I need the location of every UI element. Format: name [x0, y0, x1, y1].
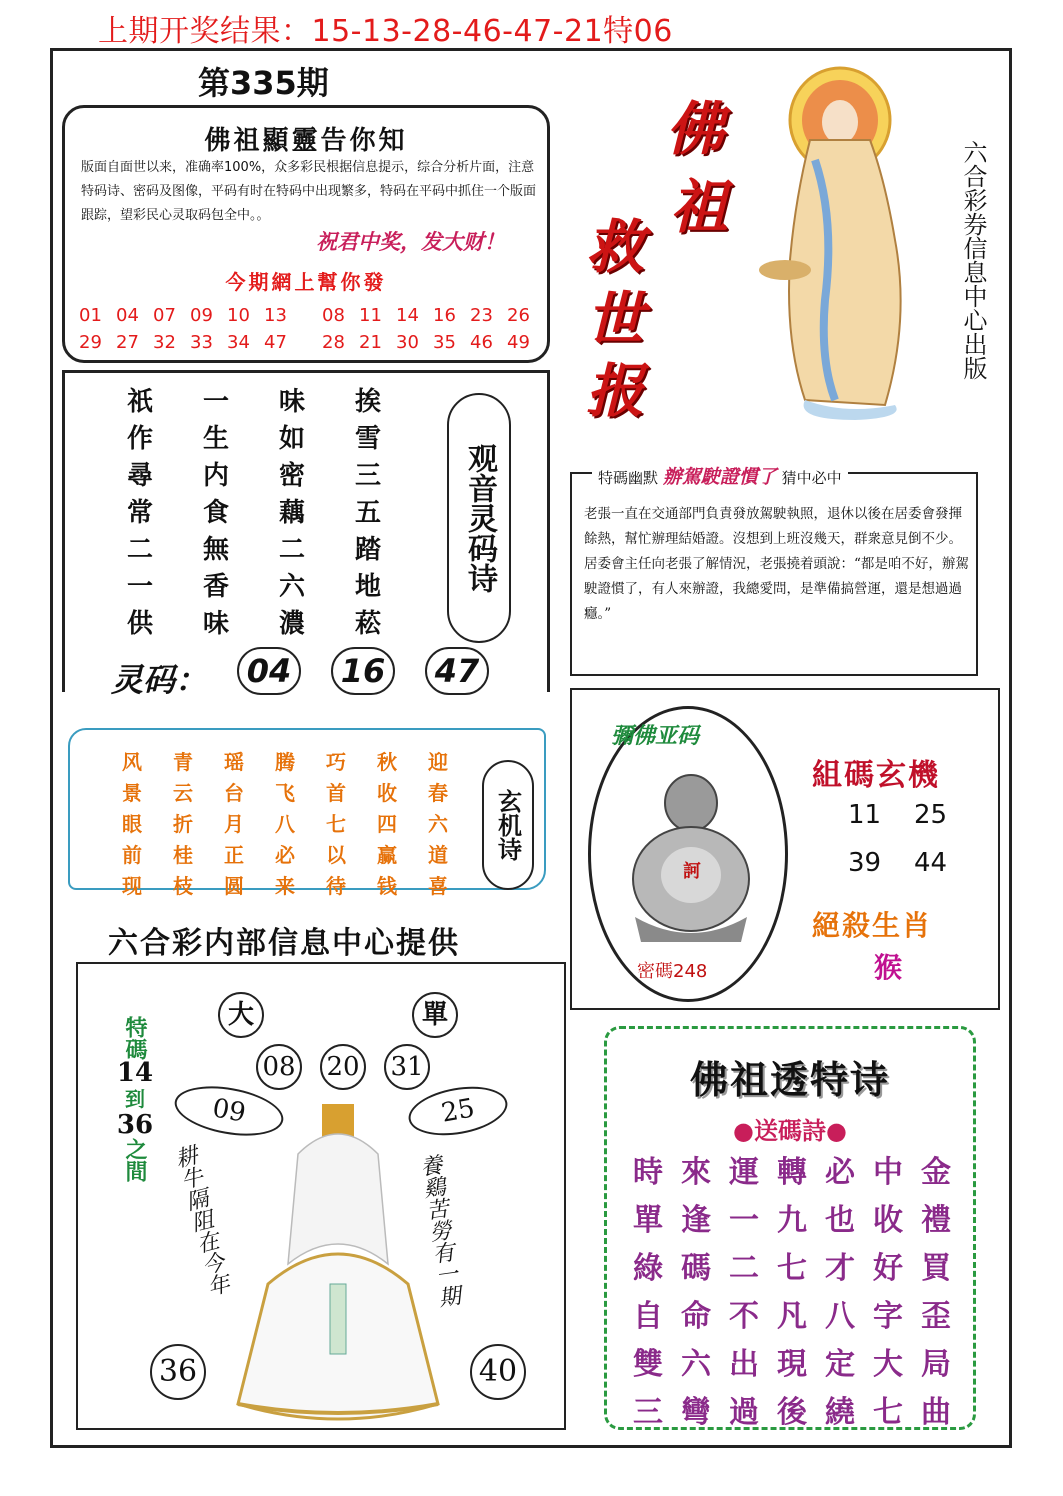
poem-char: 歪: [921, 1299, 951, 1334]
number-badge: 20: [320, 1044, 366, 1090]
poem-char: 收: [873, 1203, 903, 1238]
joke-header-right: 猜中必中: [781, 469, 842, 487]
poem-char: 三: [355, 461, 382, 491]
xuanji-char: 瑶: [224, 750, 244, 774]
xuanji-char: 景: [122, 781, 142, 805]
poem-char: 自: [633, 1299, 663, 1334]
poem-char: 七: [777, 1251, 807, 1286]
special-poem-subtitle: ●送碼詩●: [733, 1117, 847, 1145]
xuanji-char: 钱: [377, 874, 397, 898]
special-code-box: [76, 962, 566, 1430]
poem-label: 观音灵码诗: [447, 393, 511, 643]
poem-char: 密: [279, 461, 306, 491]
xuanji-char: 赢: [377, 843, 397, 867]
combo-number: 25: [914, 800, 948, 830]
poem-char: 金: [921, 1155, 951, 1190]
poem-char: 藕: [279, 498, 306, 528]
corner-number: 40: [470, 1344, 526, 1400]
poem-char: 運: [729, 1155, 759, 1190]
xuanji-char: 喜: [428, 874, 448, 898]
poem-char: 單: [633, 1203, 663, 1238]
poem-char: 命: [681, 1299, 711, 1334]
poem-char: 逢: [681, 1203, 711, 1238]
xuanji-char: 必: [275, 843, 295, 867]
lingma-number: 04: [237, 647, 301, 695]
number: 32: [153, 332, 176, 353]
xuanji-char: 收: [377, 781, 397, 805]
poem-char: 祇: [127, 387, 154, 417]
xuanji-char: 枝: [173, 874, 193, 898]
web-help-title: 今期網上幫你發: [225, 270, 387, 294]
poem-char: 時: [633, 1155, 663, 1190]
publisher-text: 六合彩券信息中心出版: [959, 140, 987, 380]
number: 09: [190, 305, 213, 326]
number-badge: 09: [171, 1079, 287, 1143]
xuanji-poem-box: [68, 728, 546, 898]
poem-char: 二: [279, 535, 306, 565]
joke-highlight: 辦駕駛證慣了: [662, 466, 777, 488]
poem-char: 必: [825, 1155, 855, 1190]
poem-char: 買: [921, 1251, 951, 1286]
range-to-label: 到: [125, 1087, 145, 1111]
poem-char: 不: [729, 1299, 759, 1334]
number: 01: [79, 305, 102, 326]
poem-char: 也: [825, 1203, 855, 1238]
title-char: 世: [586, 285, 645, 353]
range-between-label: 之間: [122, 1138, 148, 1182]
poem-char: 中: [873, 1155, 903, 1190]
xuanji-char: 巧: [326, 750, 346, 774]
special-poem-title: 佛祖透特诗: [689, 1057, 890, 1102]
lingma-label: 灵码：: [111, 661, 208, 699]
special-poem-box: [604, 1026, 976, 1430]
poem-char: 常: [127, 498, 154, 528]
verse-left: 耕牛隔阻在今年: [169, 1143, 232, 1299]
number: 16: [433, 305, 456, 326]
number: 26: [507, 305, 530, 326]
poem-char: 五: [355, 498, 382, 528]
buddha-name: 訶: [683, 861, 701, 882]
poem-char: 才: [825, 1251, 855, 1286]
xuanji-char: 风: [122, 750, 142, 774]
poem-char: 無: [203, 535, 230, 565]
xuanji-char: 正: [224, 843, 244, 867]
number: 04: [116, 305, 139, 326]
poem-char: 現: [777, 1347, 807, 1382]
number: 49: [507, 332, 530, 353]
poem-char: 菘: [355, 609, 382, 639]
number: 30: [396, 332, 419, 353]
poem-char: 濃: [279, 609, 306, 639]
poem-char: 味: [279, 387, 306, 417]
notice-body: 版面自面世以来，准确率100%，众多彩民根据信息提示，综合分析片面，注意特码诗、密码及图像，平码有时在特码中出现繁多，特码在平码中抓住一个版面跟踪，望彩民心灵取码包全中。。: [81, 160, 537, 223]
poem-char: 六: [279, 572, 306, 602]
poem-char: 凡: [777, 1299, 807, 1334]
number: 10: [227, 305, 250, 326]
special-poem-grid: [633, 1155, 969, 1431]
xuanji-char: 腾: [275, 750, 295, 774]
poem-char: 一: [729, 1203, 759, 1238]
number-badge: 31: [384, 1044, 430, 1090]
kill-zodiac: 猴: [874, 951, 903, 984]
combo-number: 44: [914, 848, 948, 878]
poem-char: 雪: [355, 424, 382, 454]
xuanji-char: 以: [326, 843, 346, 867]
number: 07: [153, 305, 176, 326]
xuanji-char: 月: [224, 812, 244, 836]
poem-char: 雙: [633, 1347, 663, 1382]
poem-char: 彎: [681, 1395, 711, 1430]
poem-char: 供: [127, 609, 154, 639]
number: 14: [396, 305, 419, 326]
guanyin-standing-image: [735, 60, 950, 420]
xuanji-char: 六: [428, 812, 448, 836]
guanyin-poem-box: [62, 370, 550, 699]
number: 21: [359, 332, 382, 353]
title-char: 佛: [666, 95, 725, 163]
number: 29: [79, 332, 102, 353]
poem-char: 味: [203, 609, 230, 639]
title-char: 救: [586, 213, 645, 281]
number: 47: [264, 332, 287, 353]
poem-char: 尋: [127, 461, 154, 491]
poem-char: 曲: [921, 1395, 951, 1430]
number: 46: [470, 332, 493, 353]
poem-char: 定: [825, 1347, 855, 1382]
poem-char: 繞: [825, 1395, 855, 1430]
poem-char: 字: [873, 1299, 903, 1334]
xuanji-char: 云: [173, 781, 193, 805]
buddha-box: [570, 688, 1000, 1010]
poem-char: 轉: [777, 1155, 807, 1190]
xuanji-char: 桂: [173, 843, 193, 867]
poem-char: 作: [127, 424, 154, 454]
issue-number: 第335期: [198, 64, 329, 102]
poem-char: 食: [203, 498, 230, 528]
wish-text: 祝君中奖，发大财！: [316, 230, 505, 254]
poem-char: 綠: [633, 1251, 663, 1286]
xuanji-char: 八: [275, 812, 295, 836]
single-badge: 單: [412, 992, 458, 1038]
poem-char: 禮: [921, 1203, 951, 1238]
xuanji-char: 前: [122, 843, 142, 867]
combo-number: 11: [848, 800, 882, 830]
number-grid-left: [79, 305, 301, 353]
poem-char: 挨: [355, 387, 382, 417]
poem-char: 局: [921, 1347, 951, 1382]
big-badge: 大: [218, 992, 264, 1038]
verse-right: 養鷄苦勞有一期: [415, 1152, 462, 1309]
number: 28: [322, 332, 345, 353]
xuanji-char: 折: [173, 812, 193, 836]
number-badge: 08: [256, 1044, 302, 1090]
xuanji-char: 七: [326, 812, 346, 836]
xuanji-char: 圆: [224, 874, 244, 898]
poem-char: 後: [777, 1395, 807, 1430]
joke-text: 老張一直在交通部門負責發放駕駛執照，退休以後在居委會發揮餘熱，幫忙辦理結婚證。沒想到上班沒幾天，群衆意見倒不少。居委會主任向老張了解情況，老張撓着頭說：“都是咱不好，辦駕駛證慣了，有人來辦證，我總愛問，是準備搞營運，還是想過過癮。”: [584, 506, 969, 622]
joke-box: [570, 472, 978, 676]
poem-char: 九: [777, 1203, 807, 1238]
poem-char: 二: [127, 535, 154, 565]
number: 23: [470, 305, 493, 326]
poem-char: 生: [203, 424, 230, 454]
number: 33: [190, 332, 213, 353]
poem-char: 地: [355, 572, 382, 602]
secret-code: 密碼248: [637, 961, 708, 982]
xuanji-char: 飞: [275, 781, 295, 805]
poem-char: 二: [729, 1251, 759, 1286]
special-code-label: 特碼: [122, 1016, 148, 1060]
range-to: 36: [116, 1110, 154, 1140]
buddha-oval: [588, 706, 788, 1002]
xuanji-char: 待: [326, 874, 346, 898]
poem-char: 好: [873, 1251, 903, 1286]
xuanji-char: 迎: [428, 750, 448, 774]
combo-number: 39: [848, 848, 882, 878]
poem-char: 香: [203, 572, 230, 602]
xuanji-char: 道: [428, 843, 448, 867]
xuanji-char: 台: [224, 781, 244, 805]
poem-char: 碼: [681, 1251, 711, 1286]
provider-text: 六合彩内部信息中心提供: [108, 926, 460, 961]
xuanji-char: 四: [377, 812, 397, 836]
xuanji-char: 现: [122, 874, 142, 898]
number: 35: [433, 332, 456, 353]
range-from: 14: [116, 1058, 154, 1088]
poem-char: 八: [825, 1299, 855, 1334]
poem-char: 如: [279, 424, 306, 454]
buddha-caption: 彌佛亚码: [611, 724, 700, 749]
xuanji-char: 秋: [377, 750, 397, 774]
notice-box: [62, 105, 550, 363]
xuanji-grid: [122, 746, 479, 899]
xuanji-char: 首: [326, 781, 346, 805]
poem-char: 一: [203, 387, 230, 417]
number: 34: [227, 332, 250, 353]
combo-title: 組碼玄機: [812, 758, 940, 793]
lingma-number: 16: [331, 647, 395, 695]
number-badge: 25: [405, 1080, 511, 1143]
poem-char: 七: [873, 1395, 903, 1430]
xuanji-char: 青: [173, 750, 193, 774]
poem-char: 踏: [355, 535, 382, 565]
notice-title: 佛祖顯靈告你知: [204, 126, 408, 156]
title-char: 报: [586, 357, 645, 425]
number: 11: [359, 305, 382, 326]
number-grid-right: [322, 305, 544, 353]
title-char: 祖: [670, 173, 729, 241]
xuanji-char: 来: [275, 874, 295, 898]
xuanji-char: 眼: [122, 812, 142, 836]
poem-char: 來: [681, 1155, 711, 1190]
xuanji-char: 春: [428, 781, 448, 805]
number: 27: [116, 332, 139, 353]
corner-number: 36: [150, 1344, 206, 1400]
lingma-number: 47: [425, 647, 489, 695]
number: 08: [322, 305, 345, 326]
xuanji-label: 玄机诗: [482, 760, 534, 890]
poem-char: 大: [873, 1347, 903, 1382]
poem-char: 六: [681, 1347, 711, 1382]
poem-char: 一: [127, 572, 154, 602]
poem-char: 出: [729, 1347, 759, 1382]
poem-char: 三: [633, 1395, 663, 1430]
guanyin-seated-image: [228, 1104, 448, 1424]
last-draw-result: 上期开奖结果：15-13-28-46-47-21特06: [98, 14, 673, 49]
poem-grid: [127, 381, 431, 639]
joke-header-left: 特碼幽默: [598, 469, 659, 487]
joke-header: [592, 462, 848, 489]
number: 13: [264, 305, 287, 326]
poem-char: 過: [729, 1395, 759, 1430]
poem-char: 内: [203, 461, 230, 491]
special-code-range: [114, 1016, 156, 1182]
kill-zodiac-title: 絕殺生肖: [812, 909, 933, 942]
